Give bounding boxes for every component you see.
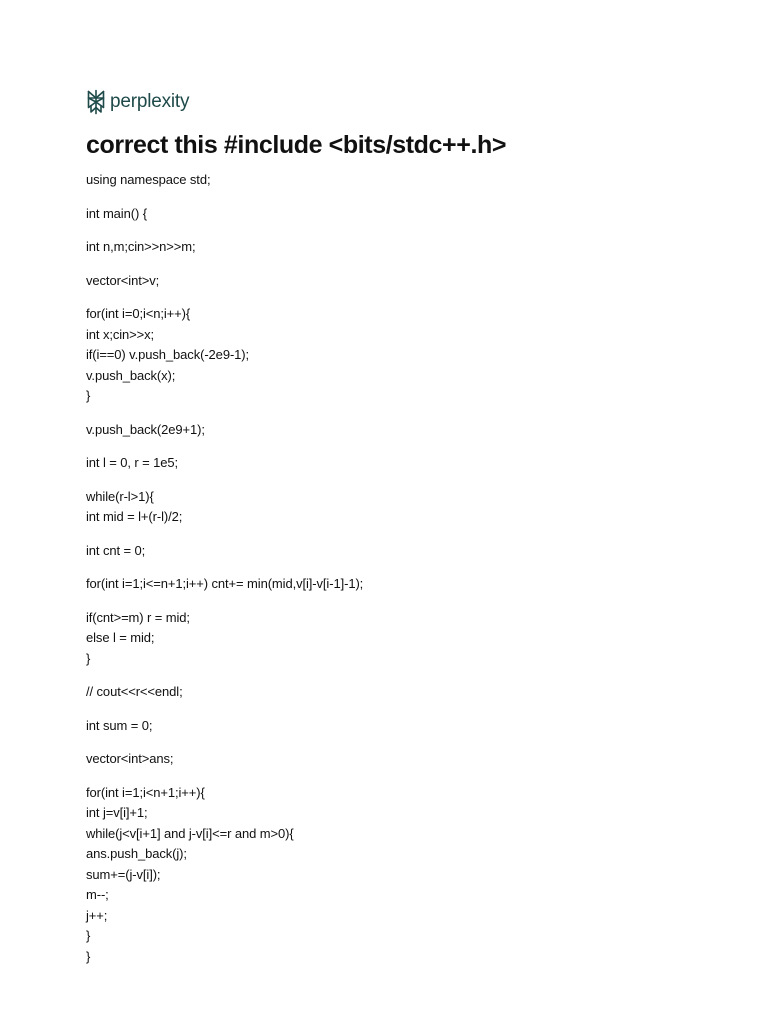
code-line: int sum = 0;: [86, 717, 153, 733]
code-line: int mid = l+(r-l)/2;: [86, 509, 183, 524]
code-block: [86, 749, 726, 770]
code-line: int cnt = 0;: [86, 542, 146, 558]
code-line: for(int i=1;i<=n+1;i++) cnt+= min(mid,v[i]-v[i-1]-1);: [86, 576, 364, 591]
code-line: }: [86, 948, 91, 964]
page-title: correct this #include <bits/stdc++.h>: [86, 131, 507, 159]
code-line: for(int i=0;i<n;i++){: [86, 306, 191, 321]
code-block: [86, 170, 726, 191]
code-block: [86, 271, 726, 292]
code-block: [86, 541, 726, 562]
code-line: j++;: [86, 907, 108, 923]
code-line: }: [86, 388, 91, 403]
code-line: using namespace std;: [86, 172, 211, 187]
code-line: }: [86, 650, 91, 666]
brand-header[interactable]: [86, 89, 189, 115]
code-content: [86, 170, 726, 980]
code-block: [86, 716, 726, 737]
code-line: vector<int>ans;: [86, 751, 174, 766]
code-line: int main() {: [86, 205, 147, 221]
perplexity-logo-icon: [86, 89, 106, 115]
code-block: [86, 682, 726, 703]
code-line: for(int i=1;i<n+1;i++){: [86, 784, 205, 800]
code-block: [86, 237, 726, 258]
code-line: ans.push_back(j);: [86, 846, 187, 861]
code-line: m--;: [86, 887, 109, 902]
code-block: [86, 783, 726, 968]
code-block: [86, 304, 726, 407]
code-line: int n,m;cin>>n>>m;: [86, 239, 196, 254]
code-block: [86, 487, 726, 528]
code-block: [86, 608, 726, 670]
brand-name: perplexity: [110, 91, 190, 112]
code-line: if(cnt>=m) r = mid;: [86, 609, 190, 625]
code-line: else l = mid;: [86, 630, 155, 645]
code-line: v.push_back(2e9+1);: [86, 421, 205, 437]
code-block: [86, 453, 726, 474]
code-block: [86, 204, 726, 225]
code-line: vector<int>v;: [86, 272, 160, 288]
code-line: }: [86, 928, 91, 943]
code-line: sum+=(j-v[i]);: [86, 866, 161, 882]
code-line: int j=v[i]+1;: [86, 805, 148, 820]
code-block: [86, 574, 726, 595]
code-block: [86, 420, 726, 441]
code-line: int l = 0, r = 1e5;: [86, 455, 179, 470]
code-line: v.push_back(x);: [86, 367, 176, 383]
code-line: int x;cin>>x;: [86, 326, 155, 342]
code-line: if(i==0) v.push_back(-2e9-1);: [86, 347, 250, 362]
code-line: // cout<<r<<endl;: [86, 684, 183, 699]
code-line: while(r-l>1){: [86, 488, 154, 504]
code-line: while(j<v[i+1] and j-v[i]<=r and m>0){: [86, 825, 294, 841]
